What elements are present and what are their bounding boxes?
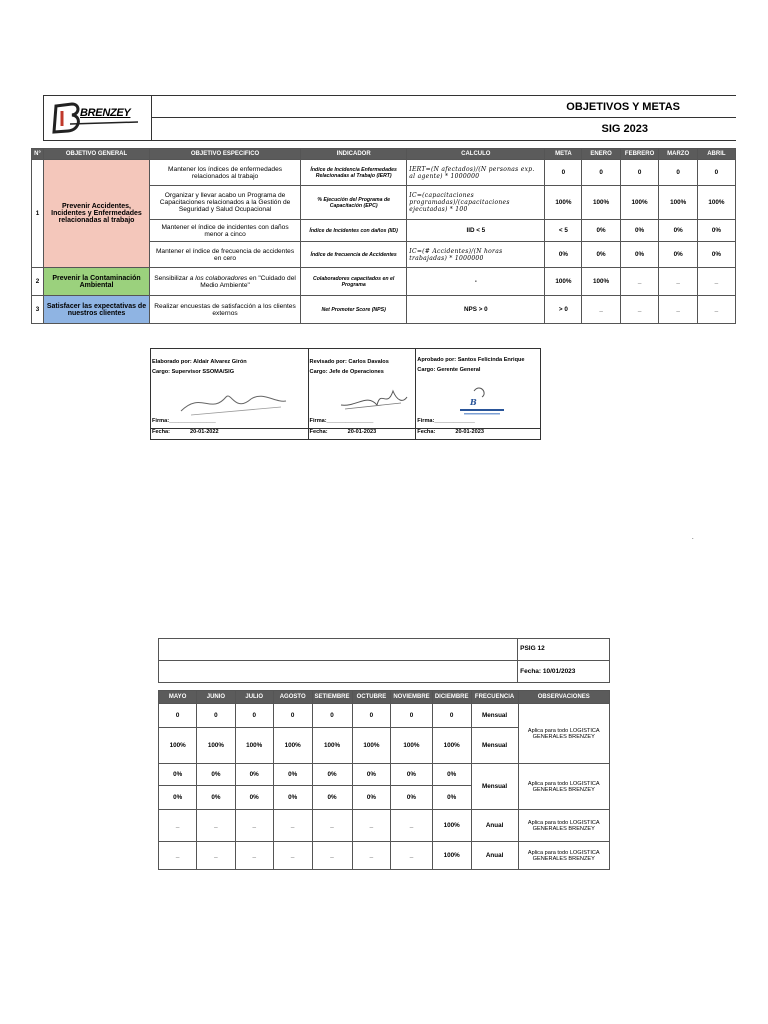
cell: 0% bbox=[273, 786, 312, 810]
cell: _ bbox=[197, 810, 235, 842]
frecuencia: Anual bbox=[471, 810, 518, 842]
objetivo-especifico: Mantener los índices de enfermedades relacionados al trabajo bbox=[150, 160, 301, 186]
blank-header-cell bbox=[159, 661, 518, 683]
aprobado-cargo: Cargo: Gerente General bbox=[417, 367, 481, 373]
cell: 0% bbox=[432, 764, 471, 786]
cell: _ bbox=[159, 810, 197, 842]
row-number: 2 bbox=[32, 268, 44, 296]
monthly-table bbox=[158, 690, 610, 870]
table-row bbox=[159, 764, 610, 786]
cell: _ bbox=[352, 810, 391, 842]
cell: 0% bbox=[352, 764, 391, 786]
revisado-cell bbox=[308, 349, 416, 429]
indicador: Colaboradores capacitados en el Programa bbox=[301, 268, 407, 296]
enero: 100% bbox=[582, 268, 620, 296]
enero: _ bbox=[582, 296, 620, 324]
objetivo-general: Satisfacer las expectativas de nuestros clientes bbox=[43, 296, 149, 324]
table-row bbox=[32, 160, 736, 186]
subtitle-row bbox=[152, 118, 736, 141]
aprobado-fecha: 20-01-2023 bbox=[455, 429, 484, 435]
col-header: MAYO bbox=[159, 691, 197, 704]
cell: 0 bbox=[235, 704, 273, 728]
abril: _ bbox=[697, 268, 735, 296]
col-header: OBJETIVO ESPECIFICO bbox=[150, 149, 301, 160]
indicador: Índice de frecuencia de Accidentes bbox=[301, 242, 407, 268]
frecuencia: Anual bbox=[471, 842, 518, 870]
cell: _ bbox=[273, 842, 312, 870]
marzo: 0% bbox=[659, 242, 697, 268]
table-row bbox=[32, 268, 736, 296]
observaciones: Aplica para todo LOGISTICA GENERALES BRENZEY bbox=[518, 704, 609, 764]
cell: 0 bbox=[312, 704, 352, 728]
meta: > 0 bbox=[545, 296, 582, 324]
elaborado-firma: Firma:_______________ bbox=[152, 418, 216, 424]
objetivo-especifico: Organizar y llevar acabo un Programa de Capacitaciones relacionados a la Gestión de Seguridad y Salud Ocupacional bbox=[150, 186, 301, 220]
signature-block bbox=[150, 348, 541, 440]
observaciones: Aplica para todo LOGISTICA GENERALES BRENZEY bbox=[518, 842, 609, 870]
row-number: 3 bbox=[32, 296, 44, 324]
febrero: 0 bbox=[620, 160, 659, 186]
especifico-text-c: en "Cuidado del Medio Ambiente" bbox=[200, 274, 296, 289]
abril: 0% bbox=[697, 220, 735, 242]
fecha-label: Fecha: bbox=[152, 429, 171, 435]
cell: _ bbox=[235, 842, 273, 870]
col-header: INDICADOR bbox=[301, 149, 407, 160]
signature-scribble-icon bbox=[337, 385, 409, 415]
cell: 0 bbox=[352, 704, 391, 728]
cell: 0% bbox=[235, 764, 273, 786]
elaborado-label: Elaborado por: Aldair Alvarez Girón bbox=[152, 359, 247, 365]
col-header: META bbox=[545, 149, 582, 160]
aprobado-firma: Firma:_____________ bbox=[417, 418, 475, 424]
calculo: IC=(# Accidentes)/(N horas trabajadas) * 1000000 bbox=[407, 242, 545, 268]
cell: 0% bbox=[159, 764, 197, 786]
enero: 0% bbox=[582, 242, 620, 268]
cell: 100% bbox=[391, 728, 432, 764]
objetivo-especifico bbox=[150, 268, 301, 296]
indicador: Net Promoter Score (NPS) bbox=[301, 296, 407, 324]
indicador: Índice de Incidentes con daños (IID) bbox=[301, 220, 407, 242]
cell: 0% bbox=[391, 764, 432, 786]
marzo: 100% bbox=[659, 186, 697, 220]
cell: _ bbox=[159, 842, 197, 870]
elaborado-fecha: 20-01-2022 bbox=[190, 429, 219, 435]
cell: 0% bbox=[432, 786, 471, 810]
observaciones: Aplica para todo LOGISTICA GENERALES BRENZEY bbox=[518, 764, 609, 810]
col-header: NOVIEMBRE bbox=[391, 691, 432, 704]
cell: 0% bbox=[197, 764, 235, 786]
table-row bbox=[159, 704, 610, 728]
table-row bbox=[159, 810, 610, 842]
frecuencia: Mensual bbox=[471, 764, 518, 810]
cell: 0% bbox=[235, 786, 273, 810]
second-header bbox=[158, 638, 610, 683]
especifico-text-b: a los colaboradores bbox=[189, 274, 248, 282]
cell: 100% bbox=[312, 728, 352, 764]
enero: 0% bbox=[582, 220, 620, 242]
cell: _ bbox=[273, 810, 312, 842]
cell: 0 bbox=[391, 704, 432, 728]
indicador: % Ejecución del Programa de Capacitación (EPC) bbox=[301, 186, 407, 220]
col-header: MARZO bbox=[659, 149, 697, 160]
calculo: - bbox=[407, 268, 545, 296]
frecuencia: Mensual bbox=[471, 704, 518, 728]
fecha-label: Fecha: bbox=[309, 429, 328, 435]
meta: 100% bbox=[545, 186, 582, 220]
elaborado-cell bbox=[151, 349, 309, 429]
marzo: 0% bbox=[659, 220, 697, 242]
abril: 0% bbox=[697, 242, 735, 268]
page-subtitle: SIG 2023 bbox=[601, 123, 648, 135]
marzo: _ bbox=[659, 268, 697, 296]
revisado-cargo: Cargo: Jefe de Operaciones bbox=[309, 369, 384, 375]
col-header: OBJETIVO GENERAL bbox=[43, 149, 149, 160]
calculo: IERT=(N afectados)/(N personas exp. al agente) * 1000000 bbox=[407, 160, 545, 186]
col-header: ENERO bbox=[582, 149, 620, 160]
febrero: 0% bbox=[620, 220, 659, 242]
col-header: CALCULO bbox=[407, 149, 545, 160]
cell: _ bbox=[391, 810, 432, 842]
svg-text:B: B bbox=[470, 397, 478, 407]
cell: 100% bbox=[235, 728, 273, 764]
logo-text: BRENZEY bbox=[80, 107, 131, 119]
aprobado-label: Aprobado por: Santos Felicinda Enrique bbox=[417, 357, 525, 363]
cell: 100% bbox=[432, 842, 471, 870]
cell: _ bbox=[391, 842, 432, 870]
col-header: FRECUENCIA bbox=[471, 691, 518, 704]
col-header: OCTUBRE bbox=[352, 691, 391, 704]
col-header: OBSERVACIONES bbox=[518, 691, 609, 704]
col-header: ABRIL bbox=[697, 149, 735, 160]
doc-code: PSIG 12 bbox=[518, 639, 610, 661]
meta: < 5 bbox=[545, 220, 582, 242]
doc-fecha: Fecha: 10/01/2023 bbox=[518, 661, 610, 683]
abril: 0 bbox=[697, 160, 735, 186]
meta: 100% bbox=[545, 268, 582, 296]
objetivo-especifico: Mantener el índice de frecuencia de accidentes en cero bbox=[150, 242, 301, 268]
cell: _ bbox=[352, 842, 391, 870]
revisado-fecha: 20-01-2023 bbox=[347, 429, 377, 435]
objetivo-general: Prevenir Accidentes, Incidentes y Enfermedades relacionadas al trabajo bbox=[43, 160, 149, 268]
cell: 0 bbox=[273, 704, 312, 728]
table-row bbox=[159, 842, 610, 870]
calculo: IID < 5 bbox=[407, 220, 545, 242]
cell: 0 bbox=[197, 704, 235, 728]
cell: 0% bbox=[273, 764, 312, 786]
elaborado-cargo: Cargo: Supervisor SSOMA/SIG bbox=[152, 369, 235, 375]
table-header-row bbox=[159, 691, 610, 704]
cell: 0% bbox=[352, 786, 391, 810]
cell: 100% bbox=[159, 728, 197, 764]
febrero: _ bbox=[620, 296, 659, 324]
febrero: 100% bbox=[620, 186, 659, 220]
marzo: _ bbox=[659, 296, 697, 324]
company-logo bbox=[43, 95, 152, 141]
observaciones: Aplica para todo LOGISTICA GENERALES BRENZEY bbox=[518, 810, 609, 842]
cell: 100% bbox=[352, 728, 391, 764]
meta: 0% bbox=[545, 242, 582, 268]
col-header: N° bbox=[32, 149, 44, 160]
cell: 0 bbox=[159, 704, 197, 728]
meta: 0 bbox=[545, 160, 582, 186]
cell: 0% bbox=[159, 786, 197, 810]
col-header: JULIO bbox=[235, 691, 273, 704]
col-header: FEBRERO bbox=[620, 149, 659, 160]
abril: _ bbox=[697, 296, 735, 324]
revisado-label: Revisado por: Carlos Davalos bbox=[309, 359, 389, 365]
col-header: SETIEMBRE bbox=[312, 691, 352, 704]
cell: 0% bbox=[312, 786, 352, 810]
objetivo-general: Prevenir la Contaminación Ambiental bbox=[43, 268, 149, 296]
col-header: AGOSTO bbox=[273, 691, 312, 704]
cell: 100% bbox=[432, 728, 471, 764]
stray-dot: . bbox=[692, 535, 694, 541]
table-header-row bbox=[32, 149, 736, 160]
cell: 0 bbox=[432, 704, 471, 728]
signature-scribble-icon bbox=[171, 387, 291, 419]
objetivo-especifico: Mantener el índice de incidentes con daños menor a cinco bbox=[150, 220, 301, 242]
febrero: 0% bbox=[620, 242, 659, 268]
row-number: 1 bbox=[32, 160, 44, 268]
cell: 100% bbox=[273, 728, 312, 764]
col-header: DICIEMBRE bbox=[432, 691, 471, 704]
aprobado-cell bbox=[416, 349, 541, 429]
calculo: IC=(capacitaciones programadas)/(capacitaciones ejecutadas) * 100 bbox=[407, 186, 545, 220]
enero: 0 bbox=[582, 160, 620, 186]
fecha-label: Fecha: bbox=[417, 429, 436, 435]
cell: _ bbox=[312, 842, 352, 870]
febrero: _ bbox=[620, 268, 659, 296]
cell: _ bbox=[197, 842, 235, 870]
frecuencia: Mensual bbox=[471, 728, 518, 764]
cell: 100% bbox=[197, 728, 235, 764]
company-stamp-icon bbox=[454, 383, 510, 417]
aprobado-fecha-cell bbox=[416, 429, 541, 440]
table-row bbox=[32, 296, 736, 324]
enero: 100% bbox=[582, 186, 620, 220]
abril: 100% bbox=[697, 186, 735, 220]
elaborado-fecha-cell bbox=[151, 429, 309, 440]
title-row bbox=[152, 95, 736, 118]
cell: 100% bbox=[432, 810, 471, 842]
cell: 0% bbox=[197, 786, 235, 810]
objetivo-especifico: Realizar encuestas de satisfacción a los clientes externos bbox=[150, 296, 301, 324]
especifico-text-a: Sensibilizar bbox=[154, 274, 190, 282]
indicador: Índice de Incidencia Enfermedades Relacionadas al Trabajo (IERT) bbox=[301, 160, 407, 186]
calculo: NPS > 0 bbox=[407, 296, 545, 324]
cell: 0% bbox=[312, 764, 352, 786]
cell: 0% bbox=[391, 786, 432, 810]
revisado-firma: Firma:_______________ bbox=[309, 418, 374, 424]
cell: _ bbox=[235, 810, 273, 842]
cell: _ bbox=[312, 810, 352, 842]
col-header: JUNIO bbox=[197, 691, 235, 704]
revisado-fecha-cell bbox=[308, 429, 416, 440]
marzo: 0 bbox=[659, 160, 697, 186]
blank-header-cell bbox=[159, 639, 518, 661]
page-title: OBJETIVOS Y METAS bbox=[566, 101, 680, 113]
objectives-table bbox=[31, 148, 736, 324]
